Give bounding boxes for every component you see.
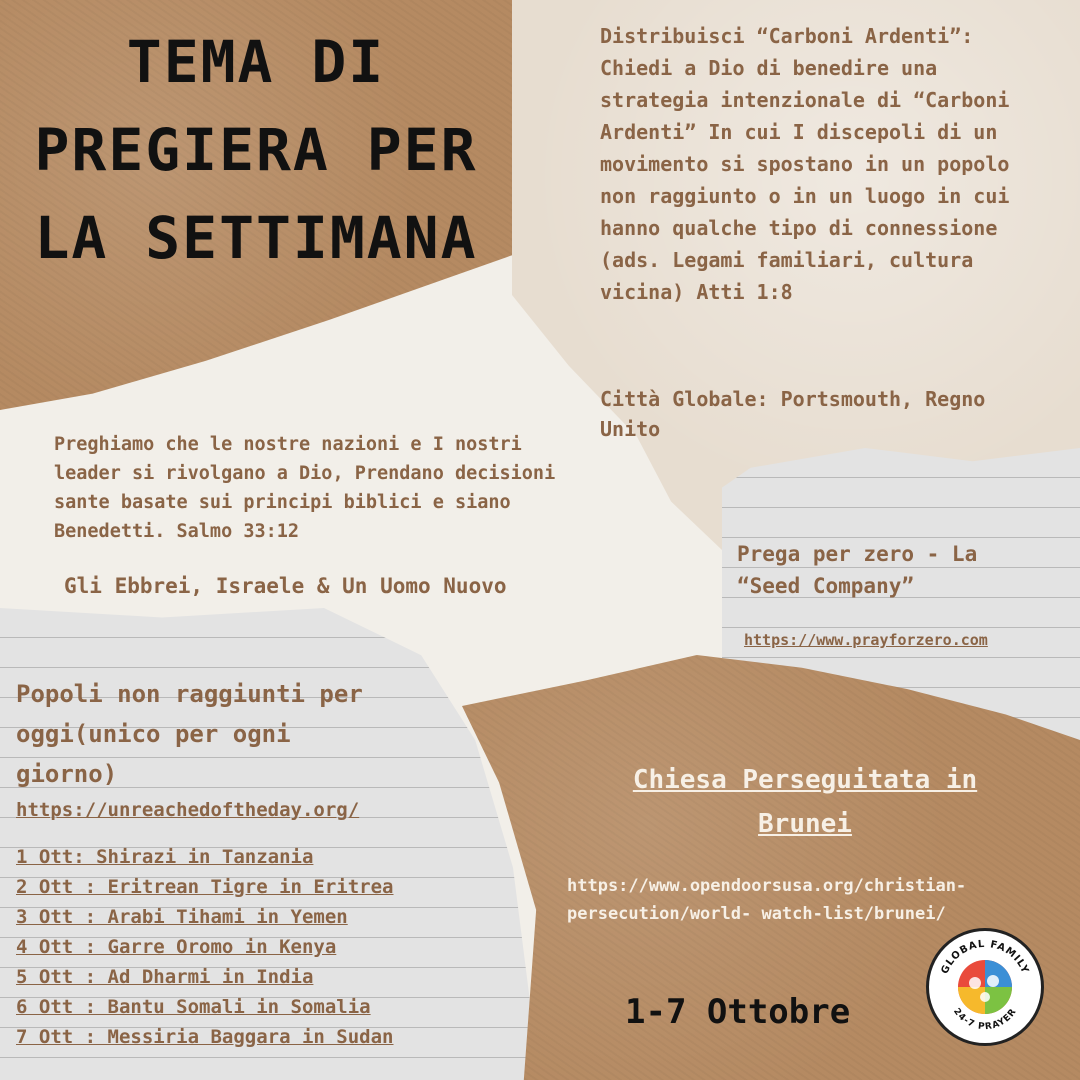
title-line-1: TEMA DI — [126, 28, 386, 96]
list-item[interactable]: 1 Ott: Shirazi in Tanzania — [16, 846, 314, 868]
page-title — [0, 18, 512, 282]
list-item[interactable]: 7 Ott : Messiria Baggara in Sudan — [16, 1026, 394, 1048]
title-line-2: PREGIERA PER — [34, 116, 478, 184]
logo-top-text: GLOBAL FAMILY — [939, 938, 1031, 976]
list-item[interactable]: 2 Ott : Eritrean Tigre in Eritrea — [16, 876, 394, 898]
unreached-link[interactable]: https://unreachedoftheday.org/ — [16, 799, 360, 821]
list-item[interactable]: 4 Ott : Garre Oromo in Kenya — [16, 936, 337, 958]
title-line-3: LA SETTIMANA — [34, 204, 478, 272]
global-city-text: Città Globale: Portsmouth, Regno Unito — [600, 387, 986, 441]
logo-bottom-text: 24-7 PRAYER — [951, 1006, 1019, 1033]
list-item[interactable]: 3 Ott : Arabi Tihami in Yemen — [16, 906, 348, 928]
global-family-logo — [926, 928, 1044, 1046]
prayforzero-text: Prega per zero - La “Seed Company” — [737, 542, 978, 598]
list-item[interactable]: 5 Ott : Ad Dharmi in India — [16, 966, 314, 988]
persecuted-church-url[interactable]: https://www.opendoorsusa.org/christian-persecution/world- watch-list/brunei/ — [567, 876, 967, 924]
prayforzero-link[interactable]: https://www.prayforzero.com — [744, 631, 988, 649]
logo-emblem-icon — [929, 931, 1041, 1043]
persecuted-church-heading[interactable]: Chiesa Perseguitata in Brunei — [632, 765, 978, 839]
list-item[interactable]: 6 Ott : Bantu Somali in Somalia — [16, 996, 371, 1018]
carboni-ardenti-text: Distribuisci “Carboni Ardenti”: Chiedi a Dio di benedire una strategia intenzionale di “Carboni Ardenti” In cui I discepoli di un movimento si spostano in un popolo non raggiunto o in un luogo in cui hanno qualche tipo di connessione (ads. Legami familiari, cultura vicina) Atti 1:8 — [600, 24, 1010, 304]
unreached-day-list — [16, 842, 496, 1052]
nations-prayer-text: Preghiamo che le nostre nazioni e I nostri leader si rivolgano a Dio, Prendano decisioni sante basate sui principi biblici e siano Benedetti. Salmo 33:12 — [54, 434, 556, 542]
unreached-heading: Popoli non raggiunti per oggi(unico per ogni giorno) — [16, 680, 363, 788]
date-range: 1-7 Ottobre — [625, 992, 851, 1032]
nations-subtitle: Gli Ebbrei, Israele & Un Uomo Nuovo — [64, 574, 507, 598]
